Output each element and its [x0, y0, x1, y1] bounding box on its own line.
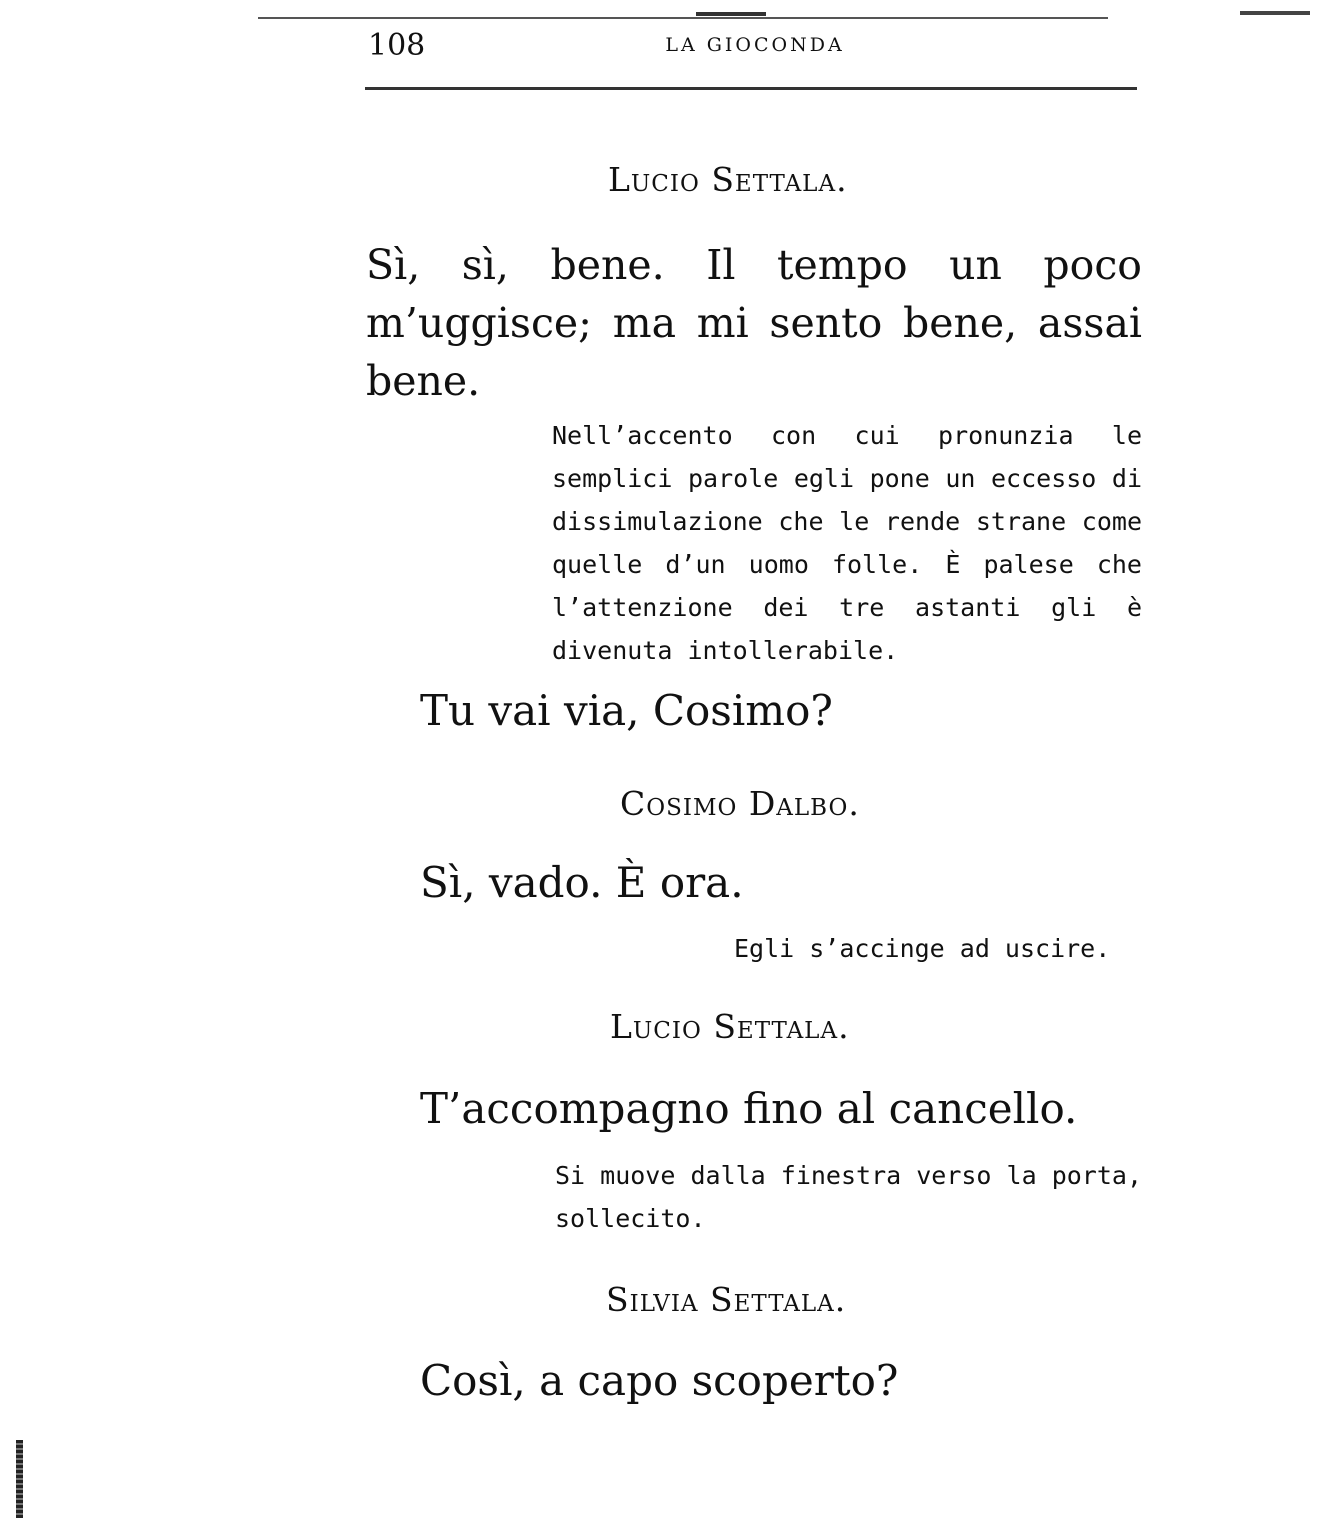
speech-text: T’accompagno fino al cancello.: [420, 1084, 1078, 1133]
page-number: 108: [368, 28, 426, 63]
speaker-name: Lucio Settala.: [608, 160, 848, 199]
running-title: LA GIOCONDA: [665, 34, 845, 56]
speech-text: Sì, sì, bene. Il tempo un poco m’uggisce; ma mi sento bene, assai bene.: [366, 241, 1142, 405]
speaker-name: Cosimo Dalbo.: [620, 784, 860, 823]
speaker-name: Lucio Settala.: [610, 1007, 850, 1046]
stage-direction: Egli s’accinge ad uscire.: [734, 934, 1111, 963]
speech-text: Tu vai via, Cosimo?: [420, 686, 833, 735]
scan-artifact-rule: [1240, 11, 1310, 15]
speech-text: Sì, vado. È ora.: [420, 858, 744, 907]
stage-direction: Nell’accento con cui pronunzia le semplici parole egli pone un eccesso di dissimulazione che le rende strane come quelle d’un uomo folle. È palese che l’attenzione dei tre astanti gli è divenuta intollerabile.: [552, 421, 1142, 665]
speech-text: Così, a capo scoperto?: [420, 1356, 899, 1405]
scan-artifact-rule: [258, 17, 1108, 19]
header-divider: [365, 87, 1137, 90]
speaker-name: Silvia Settala.: [606, 1280, 847, 1319]
scan-artifact-rule: [696, 12, 766, 16]
scan-edge-mark: [16, 1440, 23, 1518]
stage-direction: Si muove dalla finestra verso la porta, sollecito.: [555, 1161, 1142, 1233]
